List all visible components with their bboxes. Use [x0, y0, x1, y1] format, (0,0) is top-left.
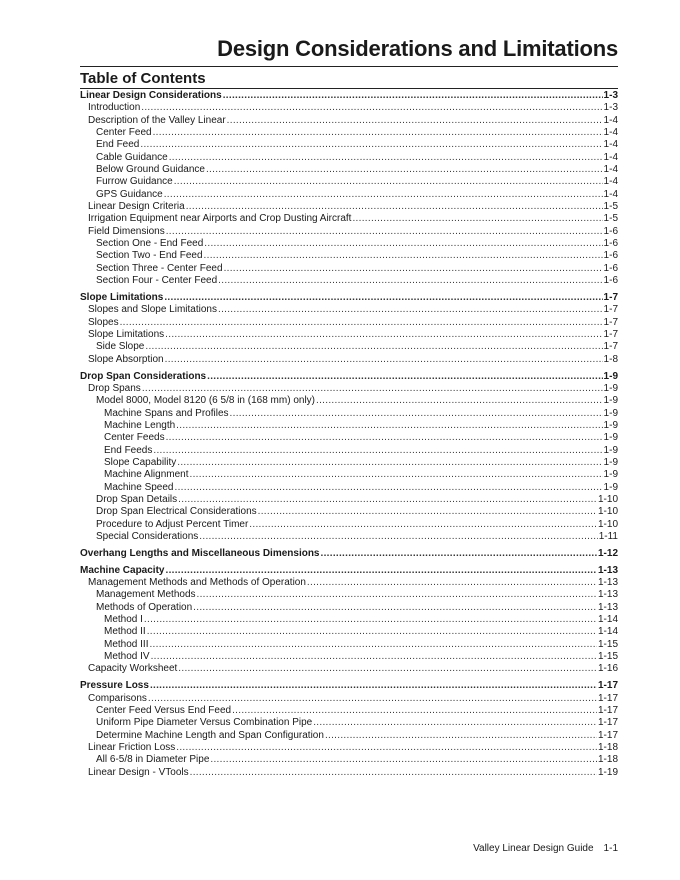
- toc-entry-page: 1-4: [603, 127, 618, 139]
- toc-entry-page: 1-9: [603, 407, 618, 419]
- dot-leader: [190, 767, 597, 779]
- toc-entry-title: Slope Capability: [104, 456, 177, 468]
- dot-leader: [153, 127, 603, 139]
- toc-entry[interactable]: [80, 506, 618, 518]
- dot-leader: [249, 519, 597, 531]
- dot-leader: [307, 577, 597, 589]
- toc-heading: Table of Contents: [80, 70, 206, 87]
- title-rule: [80, 66, 618, 67]
- dot-leader: [352, 213, 602, 225]
- dot-leader: [224, 263, 603, 275]
- dot-leader: [169, 152, 603, 164]
- toc-entry[interactable]: [80, 639, 618, 651]
- toc-entry-page: 1-10: [597, 518, 618, 530]
- toc-entry-title: GPS Guidance: [96, 188, 163, 200]
- toc-entry[interactable]: [80, 102, 618, 114]
- page-footer: [473, 843, 618, 854]
- toc-entry[interactable]: [80, 705, 618, 717]
- toc-entry-title: End Feed: [96, 139, 140, 151]
- toc-entry-title: All 6-5/8 in Diameter Pipe: [96, 754, 210, 766]
- dot-leader: [166, 226, 603, 238]
- toc-entry[interactable]: [80, 164, 618, 176]
- toc-section-entry[interactable]: [80, 548, 618, 560]
- toc-entry-title: Section Four - Center Feed: [96, 275, 218, 287]
- dot-leader: [164, 292, 602, 304]
- dot-leader: [120, 317, 603, 329]
- toc-entry-page: 1-9: [603, 382, 618, 394]
- toc-entry[interactable]: [80, 341, 618, 353]
- toc-entry-title: Cable Guidance: [96, 151, 168, 163]
- toc-entry-page: 1-6: [603, 275, 618, 287]
- toc-heading-rule: [80, 88, 618, 89]
- toc-entry[interactable]: [80, 329, 618, 341]
- toc-entry-title: Management Methods and Methods of Operation: [88, 577, 306, 589]
- toc-entry-page: 1-13: [597, 589, 618, 601]
- toc-entry-page: 1-7: [603, 316, 618, 328]
- toc-entry[interactable]: [80, 457, 618, 469]
- toc-entry[interactable]: [80, 519, 618, 531]
- dot-leader: [325, 730, 597, 742]
- toc-entry[interactable]: [80, 275, 618, 287]
- dot-leader: [174, 176, 603, 188]
- toc-entry[interactable]: [80, 742, 618, 754]
- toc-entry-title: Drop Span Electrical Considerations: [96, 506, 257, 518]
- toc-entry-page: 1-18: [597, 754, 618, 766]
- toc-entry-page: 1-9: [603, 432, 618, 444]
- toc-entry-title: Pressure Loss: [80, 680, 149, 692]
- dot-leader: [149, 639, 597, 651]
- toc-entry-title: Furrow Guidance: [96, 176, 173, 188]
- dot-leader: [258, 506, 597, 518]
- dot-leader: [210, 754, 597, 766]
- dot-leader: [206, 164, 603, 176]
- toc-entry-page: 1-9: [603, 419, 618, 431]
- dot-leader: [151, 651, 597, 663]
- dot-leader: [147, 626, 597, 638]
- dot-leader: [164, 189, 603, 201]
- toc-entry-page: 1-5: [603, 213, 618, 225]
- toc-entry-title: Linear Friction Loss: [88, 742, 176, 754]
- toc-entry-page: 1-9: [603, 469, 618, 481]
- toc-entry-title: Method I: [104, 614, 143, 626]
- dot-leader: [145, 341, 602, 353]
- toc-entry[interactable]: [80, 651, 618, 663]
- toc-entry-page: 1-13: [597, 577, 618, 589]
- toc-entry-title: Slopes: [88, 316, 119, 328]
- dot-leader: [218, 275, 602, 287]
- toc-entry-title: Section One - End Feed: [96, 238, 204, 250]
- dot-leader: [223, 90, 603, 102]
- toc-entry[interactable]: [80, 730, 618, 742]
- toc-entry[interactable]: [80, 577, 618, 589]
- toc-entry-page: 1-4: [603, 114, 618, 126]
- toc-entry-title: Linear Design Considerations: [80, 90, 222, 101]
- toc-entry-page: 1-4: [603, 188, 618, 200]
- table-of-contents: [80, 90, 618, 779]
- toc-entry-title: Procedure to Adjust Percent Timer: [96, 518, 249, 530]
- toc-entry-title: Center Feed: [96, 127, 152, 139]
- dot-leader: [166, 432, 603, 444]
- dot-leader: [148, 693, 597, 705]
- toc-entry[interactable]: [80, 304, 618, 316]
- toc-entry-title: Determine Machine Length and Span Configuration: [96, 729, 324, 741]
- toc-entry-page: 1-7: [603, 304, 618, 316]
- toc-entry-page: 1-13: [597, 564, 618, 576]
- toc-entry-page: 1-4: [603, 176, 618, 188]
- toc-entry-title: Side Slope: [96, 341, 145, 353]
- dot-leader: [141, 102, 602, 114]
- toc-entry-title: Machine Spans and Profiles: [104, 407, 229, 419]
- toc-entry-page: 1-17: [597, 680, 618, 692]
- dot-leader: [193, 602, 597, 614]
- toc-entry-title: Slope Limitations: [88, 329, 165, 341]
- toc-entry-page: 1-6: [603, 225, 618, 237]
- toc-section-entry[interactable]: [80, 565, 618, 577]
- toc-entry[interactable]: [80, 317, 618, 329]
- dot-leader: [165, 354, 603, 366]
- toc-entry-title: Machine Capacity: [80, 564, 165, 576]
- toc-entry-title: Machine Length: [104, 419, 176, 431]
- toc-entry-title: Center Feeds: [104, 432, 165, 444]
- toc-entry[interactable]: [80, 420, 618, 432]
- toc-entry-page: 1-15: [597, 638, 618, 650]
- toc-entry-page: 1-17: [597, 692, 618, 704]
- toc-entry[interactable]: [80, 482, 618, 494]
- toc-entry-page: 1-9: [603, 444, 618, 456]
- toc-entry-title: Machine Alignment: [104, 469, 189, 481]
- toc-entry-title: Uniform Pipe Diameter Versus Combination Pipe: [96, 717, 313, 729]
- toc-entry-title: Field Dimensions: [88, 225, 165, 237]
- toc-entry-page: 1-19: [597, 766, 618, 778]
- toc-entry-title: Machine Speed: [104, 481, 174, 493]
- toc-entry[interactable]: [80, 127, 618, 139]
- dot-leader: [144, 614, 597, 626]
- toc-entry-title: Introduction: [88, 102, 141, 114]
- toc-entry-title: Slopes and Slope Limitations: [88, 304, 217, 316]
- toc-entry[interactable]: [80, 263, 618, 275]
- dot-leader: [204, 250, 603, 262]
- toc-entry-page: 1-9: [603, 370, 618, 382]
- toc-entry-title: Special Considerations: [96, 531, 199, 543]
- toc-entry[interactable]: [80, 201, 618, 213]
- toc-entry-page: 1-17: [597, 705, 618, 716]
- toc-entry[interactable]: [80, 602, 618, 614]
- page-title: Design Considerations and Limitations: [217, 36, 618, 61]
- toc-entry-page: 1-4: [603, 164, 618, 176]
- dot-leader: [232, 705, 597, 717]
- toc-entry-page: 1-10: [597, 494, 618, 505]
- toc-entry-page: 1-7: [603, 341, 618, 353]
- toc-section-entry[interactable]: [80, 292, 618, 304]
- dot-leader: [190, 469, 603, 481]
- toc-entry-page: 1-9: [603, 395, 618, 407]
- dot-leader: [176, 742, 597, 754]
- toc-entry-page: 1-10: [597, 506, 618, 518]
- toc-entry[interactable]: [80, 494, 618, 506]
- toc-entry-page: 1-3: [603, 102, 618, 114]
- dot-leader: [207, 371, 602, 383]
- toc-entry[interactable]: [80, 445, 618, 457]
- toc-entry[interactable]: [80, 115, 618, 127]
- dot-leader: [177, 457, 602, 469]
- toc-entry-title: Section Two - End Feed: [96, 250, 203, 262]
- toc-entry-page: 1-4: [603, 151, 618, 163]
- toc-entry[interactable]: [80, 408, 618, 420]
- toc-entry-title: Method II: [104, 626, 146, 638]
- toc-entry-title: Drop Span Considerations: [80, 370, 207, 382]
- toc-entry[interactable]: [80, 250, 618, 262]
- toc-entry-title: Overhang Lengths and Miscellaneous Dimensions: [80, 547, 320, 559]
- toc-entry[interactable]: [80, 238, 618, 250]
- toc-entry[interactable]: [80, 354, 618, 366]
- toc-entry-page: 1-12: [597, 547, 618, 559]
- dot-leader: [142, 383, 603, 395]
- dot-leader: [321, 548, 597, 560]
- toc-entry[interactable]: [80, 432, 618, 444]
- toc-entry-title: Linear Design Criteria: [88, 201, 185, 213]
- toc-entry[interactable]: [80, 469, 618, 481]
- toc-entry-page: 1-8: [603, 353, 618, 365]
- toc-entry-title: Model 8000, Model 8120 (6 5/8 in (168 mm) only): [96, 395, 316, 407]
- toc-entry[interactable]: [80, 693, 618, 705]
- toc-entry[interactable]: [80, 189, 618, 201]
- dot-leader: [140, 139, 602, 151]
- toc-entry-title: Management Methods: [96, 589, 196, 601]
- toc-section-entry[interactable]: [80, 371, 618, 383]
- toc-entry-page: 1-15: [597, 651, 618, 663]
- dot-leader: [230, 408, 603, 420]
- toc-entry-title: Capacity Worksheet: [88, 663, 178, 675]
- toc-entry-page: 1-14: [597, 614, 618, 626]
- toc-entry-title: Description of the Valley Linear: [88, 114, 226, 126]
- dot-leader: [175, 482, 603, 494]
- toc-entry-page: 1-16: [597, 663, 618, 675]
- toc-entry[interactable]: [80, 176, 618, 188]
- toc-entry[interactable]: [80, 213, 618, 225]
- toc-entry-title: Drop Spans: [88, 382, 141, 394]
- toc-entry[interactable]: [80, 589, 618, 601]
- dot-leader: [153, 445, 602, 457]
- toc-entry-title: Center Feed Versus End Feed: [96, 705, 232, 716]
- dot-leader: [197, 589, 597, 601]
- toc-entry[interactable]: [80, 754, 618, 766]
- toc-entry[interactable]: [80, 139, 618, 151]
- toc-entry[interactable]: [80, 767, 618, 779]
- toc-entry[interactable]: [80, 383, 618, 395]
- toc-entry-title: Method III: [104, 638, 149, 650]
- footer-guide-title: Valley Linear Design Guide: [473, 843, 594, 854]
- toc-entry-page: 1-17: [597, 717, 618, 729]
- dot-leader: [199, 531, 597, 543]
- dot-leader: [313, 717, 597, 729]
- toc-entry-page: 1-6: [603, 262, 618, 274]
- toc-entry-page: 1-7: [603, 329, 618, 341]
- toc-entry-title: Drop Span Details: [96, 494, 178, 505]
- toc-entry-page: 1-14: [597, 626, 618, 638]
- toc-entry-title: Linear Design - VTools: [88, 766, 189, 778]
- toc-entry[interactable]: [80, 152, 618, 164]
- toc-entry[interactable]: [80, 395, 618, 407]
- toc-entry-title: Section Three - Center Feed: [96, 262, 223, 274]
- toc-entry[interactable]: [80, 614, 618, 626]
- toc-entry-page: 1-18: [597, 742, 618, 754]
- toc-entry-page: 1-6: [603, 250, 618, 262]
- toc-section-entry[interactable]: [80, 680, 618, 692]
- footer-page-number: 1-1: [603, 843, 618, 854]
- toc-entry-title: Slope Limitations: [80, 292, 164, 303]
- toc-entry[interactable]: [80, 531, 618, 543]
- toc-entry-page: 1-3: [603, 90, 618, 101]
- toc-entry[interactable]: [80, 626, 618, 638]
- toc-entry[interactable]: [80, 226, 618, 238]
- toc-entry-page: 1-6: [603, 238, 618, 250]
- toc-entry-page: 1-17: [597, 729, 618, 741]
- dot-leader: [186, 201, 603, 213]
- dot-leader: [165, 565, 597, 577]
- dot-leader: [178, 663, 597, 675]
- toc-entry-page: 1-4: [603, 139, 618, 151]
- dot-leader: [178, 494, 597, 506]
- toc-entry-title: Irrigation Equipment near Airports and Crop Dusting Aircraft: [88, 213, 352, 225]
- toc-section-entry[interactable]: [80, 90, 618, 102]
- toc-entry[interactable]: [80, 663, 618, 675]
- toc-entry-page: 1-9: [603, 456, 618, 468]
- dot-leader: [176, 420, 602, 432]
- dot-leader: [204, 238, 602, 250]
- toc-entry-title: End Feeds: [104, 444, 153, 456]
- toc-entry-title: Method IV: [104, 651, 150, 663]
- toc-entry-title: Below Ground Guidance: [96, 164, 205, 176]
- toc-entry-title: Slope Absorption: [88, 353, 164, 365]
- dot-leader: [218, 304, 603, 316]
- toc-entry-title: Comparisons: [88, 692, 147, 704]
- toc-entry-page: 1-7: [603, 292, 618, 303]
- dot-leader: [316, 395, 603, 407]
- toc-entry-page: 1-13: [597, 601, 618, 613]
- dot-leader: [150, 680, 597, 692]
- toc-entry[interactable]: [80, 717, 618, 729]
- toc-entry-page: 1-9: [603, 481, 618, 493]
- dot-leader: [227, 115, 603, 127]
- toc-entry-title: Methods of Operation: [96, 601, 193, 613]
- dot-leader: [165, 329, 602, 341]
- toc-entry-page: 1-5: [603, 201, 618, 213]
- toc-entry-page: 1-11: [598, 531, 618, 543]
